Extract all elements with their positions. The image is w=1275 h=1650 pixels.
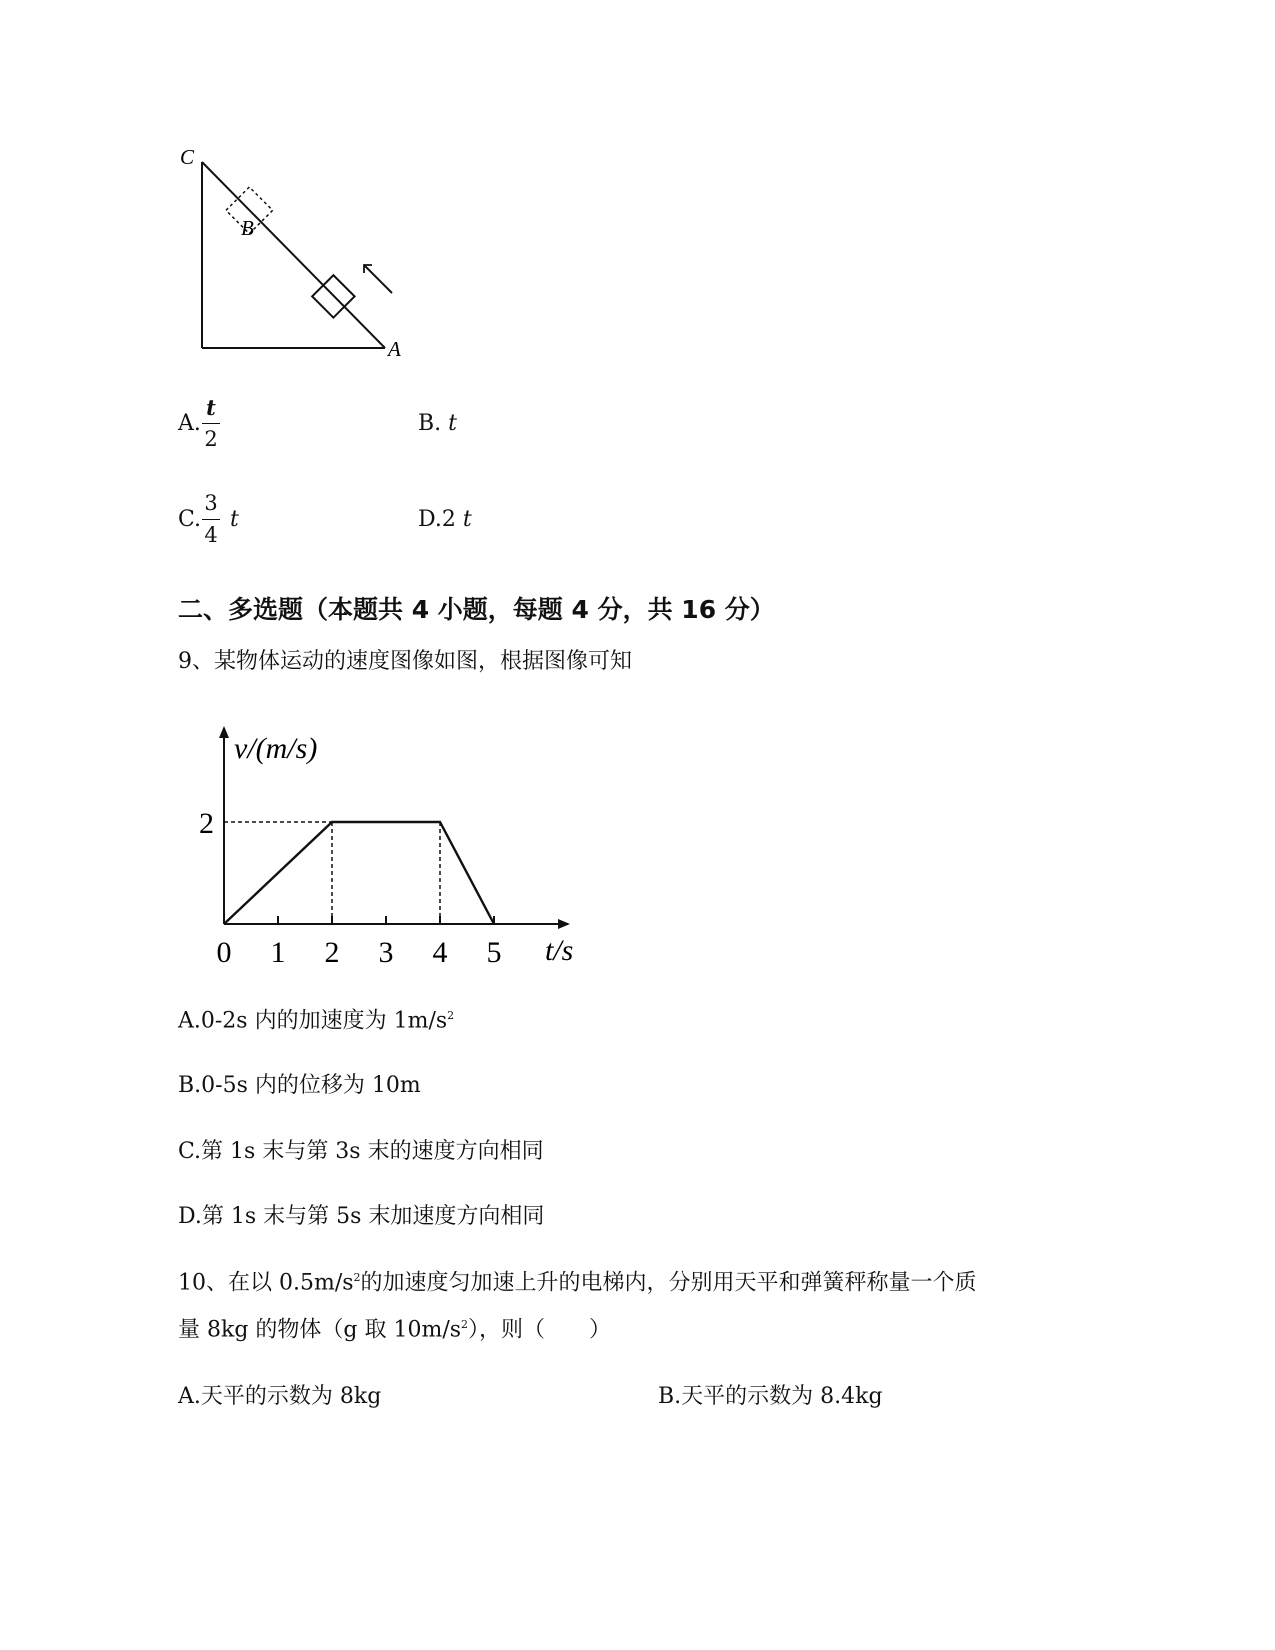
q8-option-b-prefix: B.	[418, 411, 442, 436]
series-line-0	[224, 822, 494, 924]
q10-line2-part1: 量 8kg 的物体（g 取 10m/s	[178, 1317, 462, 1343]
q8-option-c-numerator: 3	[204, 491, 218, 515]
q8-option-a-fraction	[202, 397, 220, 450]
q9-option-a-superscript: 2	[447, 1009, 455, 1022]
q10-line1-superscript: 2	[353, 1271, 361, 1284]
q8-option-b-value: t	[448, 411, 458, 436]
q10-option-a: A.天平的示数为 8kg	[178, 1384, 382, 1409]
q10-stem-line2	[178, 1319, 611, 1341]
q9-option-c: C.第 1s 末与第 3s 末的速度方向相同	[178, 1139, 544, 1164]
x-tick-label-4: 4	[432, 936, 448, 969]
q8-option-a-denominator: 2	[204, 427, 218, 451]
q10-option-b: B.天平的示数为 8.4kg	[658, 1384, 883, 1409]
q8-option-d-prefix: D.	[418, 507, 442, 532]
fraction-bar	[202, 519, 220, 520]
q10-line1-part1: 10、在以 0.5m/s	[178, 1270, 354, 1296]
q9-stem: 9、某物体运动的速度图像如图，根据图像可知	[178, 649, 632, 674]
x-tick-label-5: 5	[486, 936, 502, 969]
q8-option-b	[418, 413, 457, 435]
x-tick-label-2: 2	[324, 936, 340, 969]
q8-option-a-prefix: A.	[178, 411, 201, 436]
q8-option-d	[418, 509, 472, 531]
incline-slope	[202, 162, 385, 348]
q9-option-d: D.第 1s 末与第 5s 末加速度方向相同	[178, 1204, 545, 1229]
label-a: A	[388, 337, 401, 361]
q10-line2-superscript: 2	[461, 1318, 469, 1331]
x-tick-label-0: 0	[216, 936, 232, 969]
q8-option-d-value: 2	[441, 507, 456, 532]
q9-option-a-text: A.0-2s 内的加速度为 1m/s	[178, 1008, 448, 1034]
x-tick-label-1: 1	[270, 936, 286, 969]
q8-option-c-suffix: t	[230, 507, 239, 532]
velocity-time-chart	[190, 718, 590, 978]
x-tick-label-3: 3	[378, 936, 394, 969]
q8-option-c-prefix: C.	[178, 507, 202, 532]
motion-arrow-line	[364, 265, 392, 293]
fraction-bar	[202, 423, 220, 424]
q8-option-c-fraction	[202, 493, 220, 546]
label-b: B	[241, 216, 254, 240]
y-axis-label	[234, 732, 317, 765]
q9-option-b: B.0-5s 内的位移为 10m	[178, 1073, 421, 1098]
q9-option-a	[178, 1010, 454, 1032]
q8-option-a-numerator: t	[206, 395, 216, 420]
label-c: C	[180, 145, 195, 169]
q10-stem-line1	[178, 1272, 977, 1294]
x-axis-label: t/s	[545, 934, 574, 967]
y-axis-label-text: v/(m/s)	[234, 732, 318, 765]
incline-figure	[170, 140, 420, 370]
y-tick-label-2: 2	[199, 807, 214, 840]
q10-line2-part2: ），则（ ）	[468, 1317, 612, 1343]
q8-option-d-var: t	[462, 507, 472, 532]
section-heading: 二、多选题（本题共 4 小题，每题 4 分，共 16 分）	[178, 595, 775, 624]
q8-option-c-denominator: 4	[204, 523, 218, 547]
q10-line1-part2: 的加速度匀加速上升的电梯内，分别用天平和弹簧秤称量一个质	[360, 1270, 977, 1296]
